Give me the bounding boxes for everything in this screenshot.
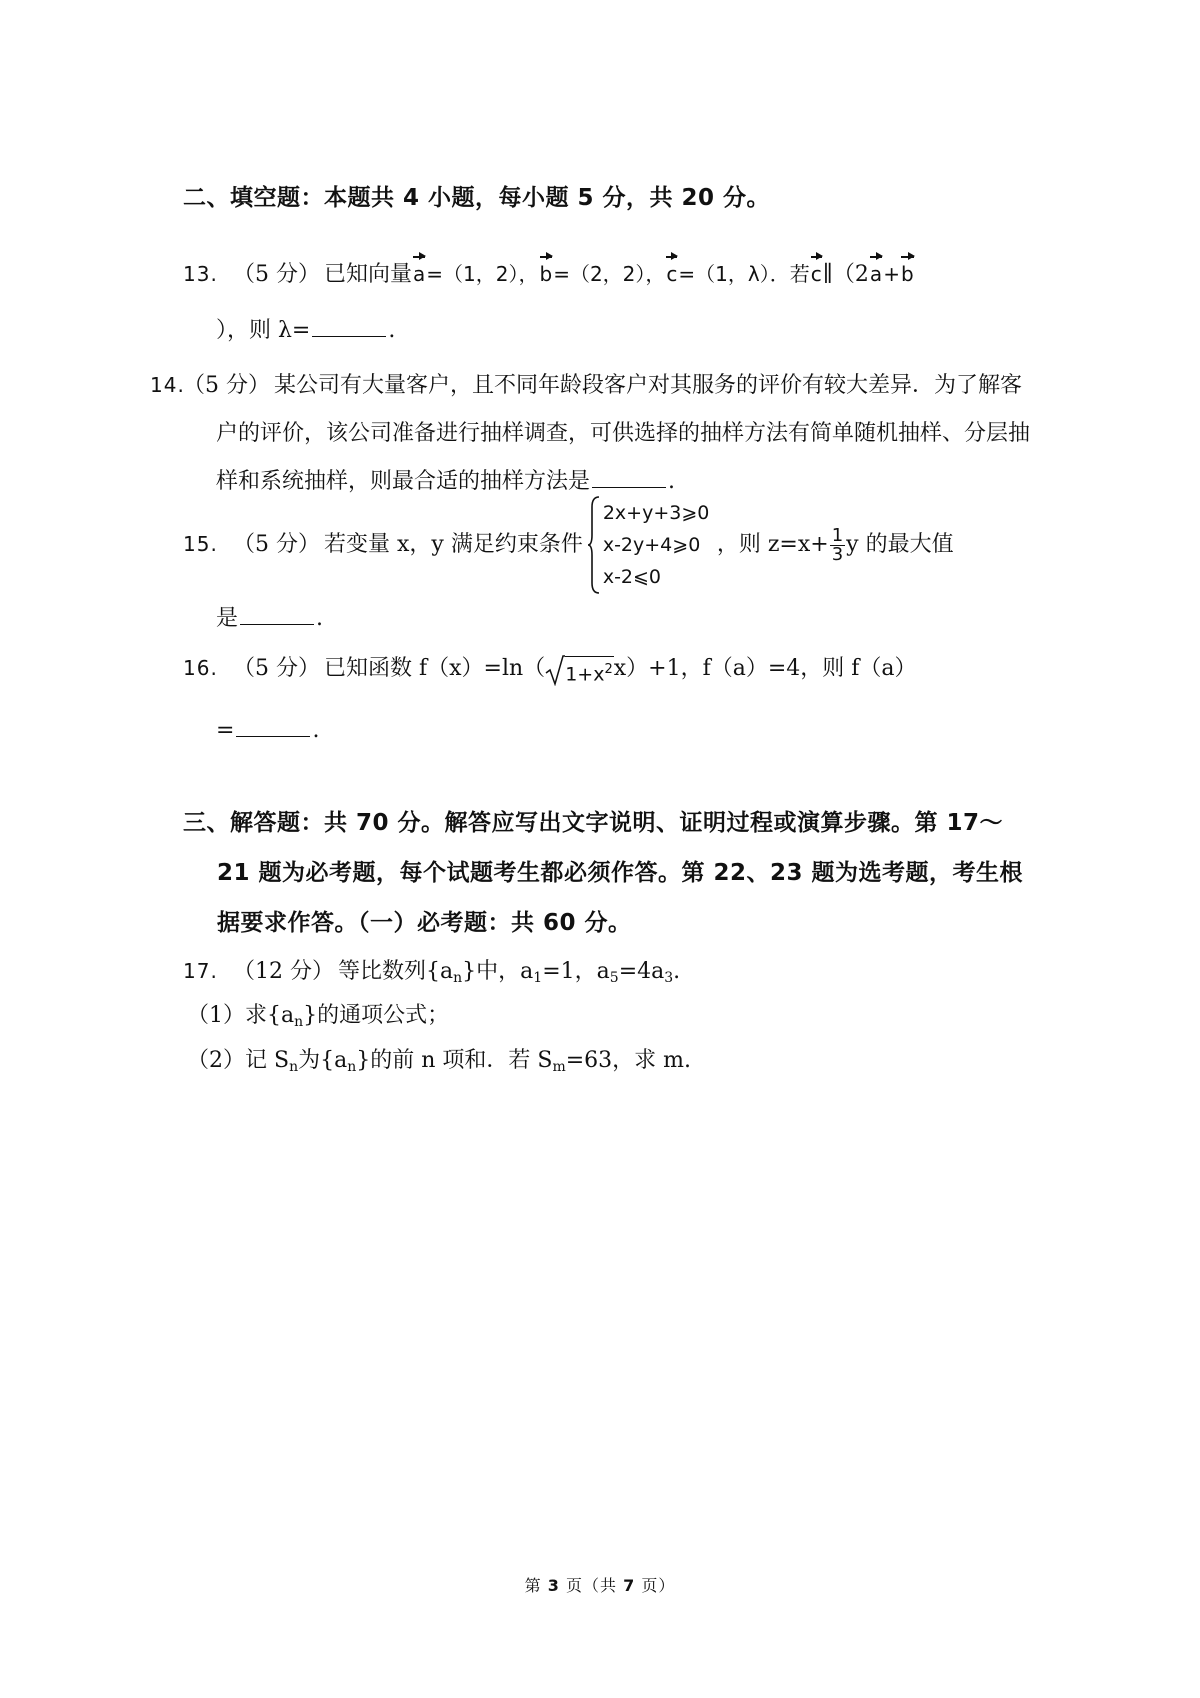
question-text: 是	[216, 606, 239, 631]
vector-b-symbol: b	[539, 258, 554, 290]
subscript: n	[294, 1014, 304, 1030]
page-number: 3	[547, 1576, 560, 1595]
question-score: （5 分）	[233, 262, 320, 287]
answer-blank	[236, 714, 310, 737]
question-number: 17.	[183, 959, 218, 983]
question-15-line2	[216, 602, 1066, 635]
question-text: =4a	[618, 959, 665, 984]
period: .	[673, 959, 681, 984]
fraction	[830, 524, 845, 565]
answer-blank	[592, 465, 666, 488]
question-score: （12 分）	[233, 959, 334, 984]
constraint-system	[587, 495, 713, 595]
answer-blank	[312, 314, 386, 337]
question-text: 已知函数 f（x）=ln（	[324, 656, 546, 681]
question-13-line2	[216, 314, 1066, 347]
vector-c-symbol-2: c	[810, 258, 823, 290]
part-text: =63，求 m.	[565, 1048, 692, 1073]
fraction-denominator: 3	[831, 543, 844, 565]
period: .	[388, 318, 396, 343]
part-text: }的前 n 项和．若 S	[356, 1048, 553, 1073]
answer-blank	[240, 602, 314, 625]
question-score: （5 分）	[233, 532, 320, 557]
period: .	[316, 606, 324, 631]
question-14-body	[150, 361, 1033, 506]
question-15-line1	[183, 494, 1033, 594]
question-score: （5 分）	[183, 373, 270, 398]
question-17-line1	[183, 955, 1033, 994]
footer-text: 页（共	[559, 1576, 624, 1595]
subscript: n	[289, 1059, 299, 1075]
constraint-1: 2x+y+3⩾0	[602, 502, 710, 524]
question-13-line1	[183, 258, 1033, 291]
question-text: 若变量 x，y 满足约束条件	[324, 532, 583, 557]
plus-sign: +	[883, 262, 900, 286]
radicand-text: 1+x	[565, 663, 605, 686]
question-text: ），则 λ=	[216, 318, 311, 343]
question-text: x）+1，f（a）=4，则 f（a）	[613, 656, 917, 681]
period: .	[668, 469, 676, 494]
subscript: 1	[533, 970, 543, 986]
question-score: （5 分）	[233, 656, 320, 681]
question-text: 等比数列{a	[338, 959, 454, 984]
total-pages: 7	[623, 1576, 636, 1595]
section-heading-fill-in: 二、填空题：本题共 4 小题，每小题 5 分，共 20 分。	[183, 185, 771, 211]
question-text: 某公司有大量客户，且不同年龄段客户对其服务的评价有较大差异．为了解客户的评价，该公司准备进行抽样调查，可供选择的抽样方法有简单随机抽样、分层抽样和系统抽样，则最合适的抽样方法是	[216, 373, 1031, 494]
exponent: 2	[604, 662, 613, 677]
radicand	[565, 656, 614, 687]
section-heading-line3: 据要求作答。（一）必考题：共 60 分。	[217, 910, 632, 936]
question-16-line2	[216, 714, 1066, 747]
section-heading-solutions	[183, 798, 1033, 948]
question-17-part2	[187, 1045, 1037, 1083]
constraint-3: x-2⩽0	[602, 566, 662, 588]
vector-c-value: =（1，λ）．若	[678, 262, 810, 286]
footer-text: 页）	[635, 1576, 676, 1595]
subscript: m	[552, 1059, 566, 1075]
subscript: 5	[609, 970, 619, 986]
footer-text: 第	[524, 1576, 548, 1595]
period: .	[312, 718, 320, 743]
fraction-numerator: 1	[831, 524, 844, 546]
section-heading-line1: 三、解答题：共 70 分。解答应写出文字说明、证明过程或演算步骤。第 17～	[183, 810, 1004, 836]
part-text: （1）求{a	[187, 1003, 295, 1028]
question-16-line1	[183, 652, 1033, 685]
left-brace-icon	[587, 495, 601, 595]
vector-a-symbol: a	[412, 258, 426, 290]
question-14	[150, 361, 1033, 506]
subscript: 3	[664, 970, 674, 986]
question-number: 16.	[183, 656, 218, 680]
question-text: =	[216, 718, 235, 743]
question-number: 13.	[183, 262, 218, 286]
vector-a-value: =（1，2），	[426, 262, 539, 286]
page-footer	[0, 1573, 1200, 1596]
square-root	[545, 654, 614, 684]
subscript: n	[453, 970, 463, 986]
question-number: 14.	[150, 373, 185, 397]
subscript: n	[347, 1059, 357, 1075]
constraint-2: x-2y+4⩾0	[602, 534, 701, 556]
question-number: 15.	[183, 532, 218, 556]
vector-b-value: =（2，2），	[553, 262, 666, 286]
question-text: =1，a	[542, 959, 610, 984]
radical-sign-icon	[545, 654, 565, 686]
question-text: }中，a	[462, 959, 534, 984]
part-text: 为{a	[298, 1048, 348, 1073]
question-text: y 的最大值	[846, 532, 954, 557]
section-heading-line2: 21 题为必考题，每个试题考生都必须作答。第 22、23 题为选考题，考生根	[217, 860, 1024, 886]
part-text: }的通项公式；	[303, 1003, 450, 1028]
question-text: 已知向量	[324, 262, 413, 287]
vector-c-symbol: c	[665, 258, 678, 290]
parallel-text: ∥（2	[822, 262, 869, 287]
vector-a-symbol-2: a	[869, 258, 883, 290]
question-text: ，则 z=x+	[716, 532, 829, 557]
vector-b-symbol-2: b	[900, 258, 915, 290]
question-17-part1	[187, 1000, 1037, 1038]
part-text: （2）记 S	[187, 1048, 290, 1073]
